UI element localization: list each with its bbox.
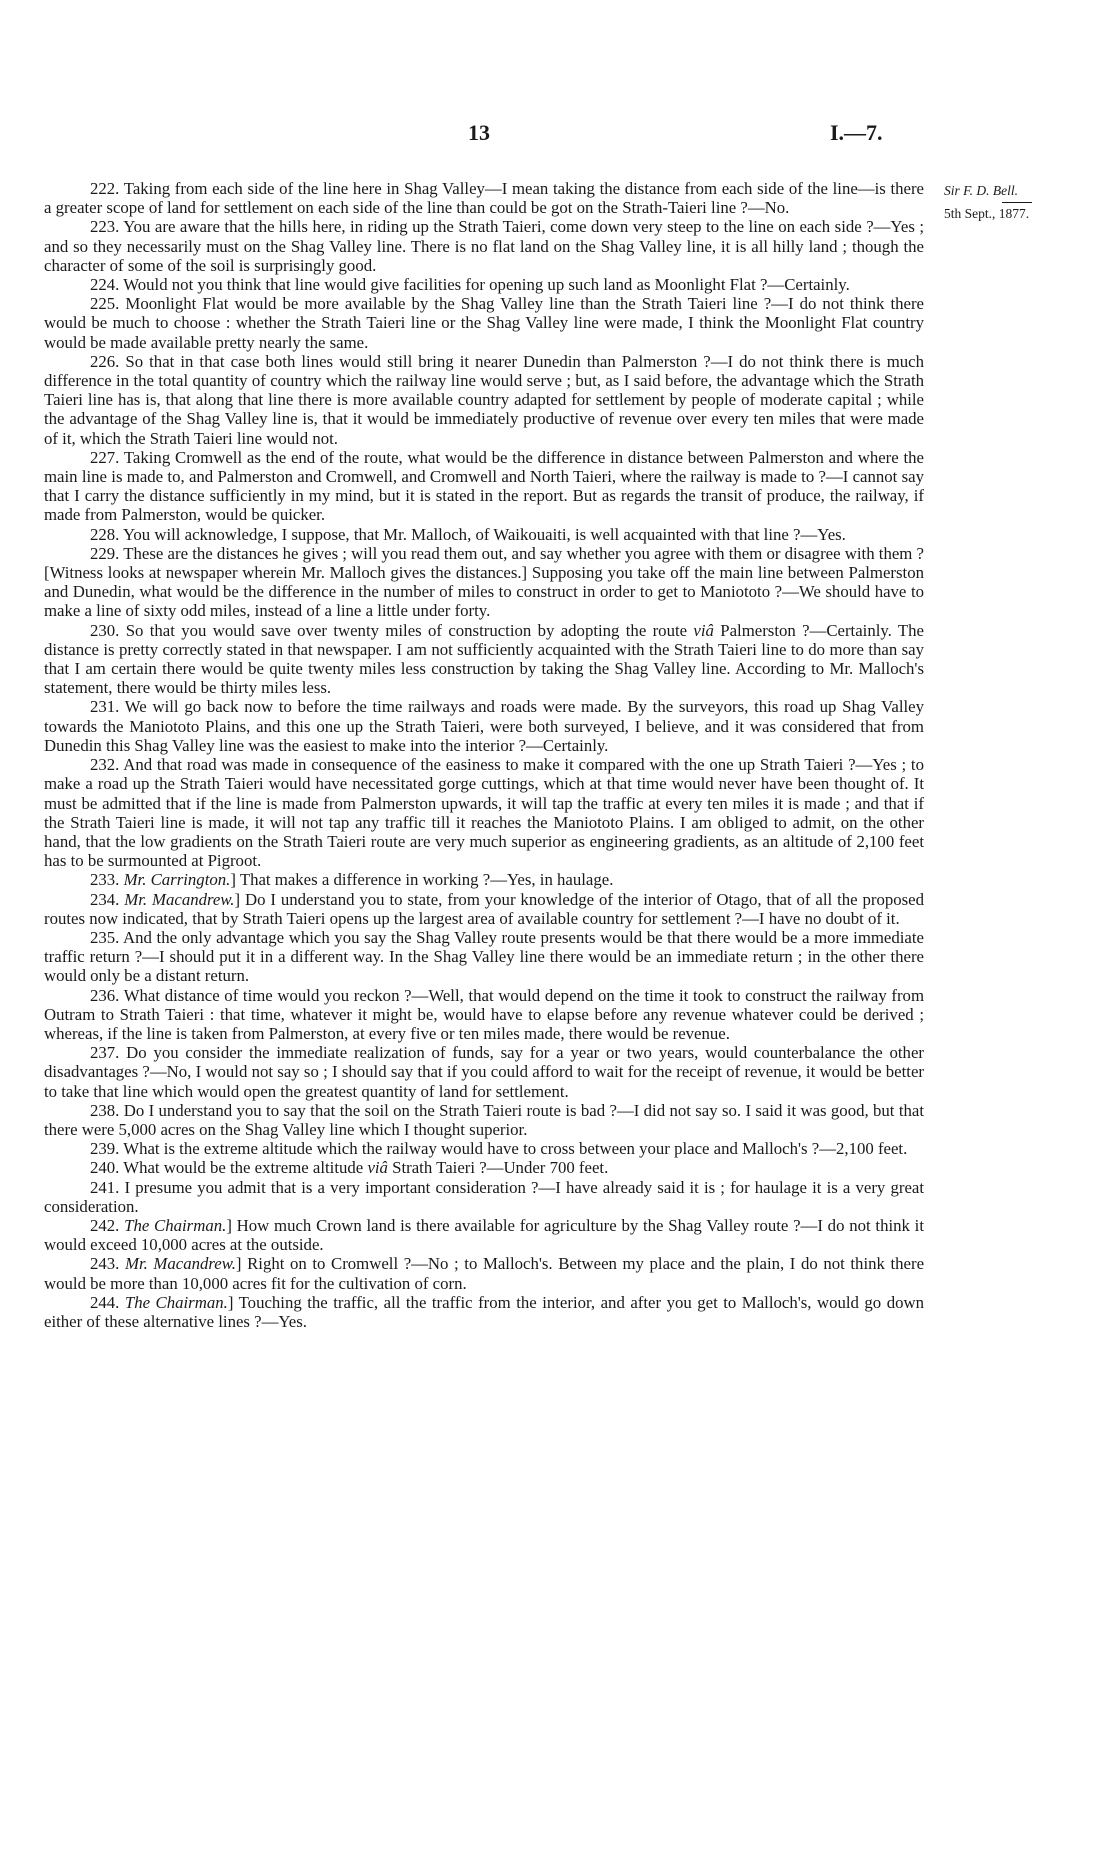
paragraph-text: 244. — [90, 1292, 125, 1312]
paragraph-text: 234. — [90, 889, 125, 909]
paragraph-text: 240. What would be the extreme altitude — [90, 1158, 368, 1178]
paragraph-text: 242. — [90, 1215, 125, 1235]
question-paragraph — [44, 1101, 924, 1139]
paragraph-text: 229. These are the distances he gives ; will you read them out, and say whether you agree with them or disagree with them ? [Witness looks at newspaper wherein Mr. Malloch gives the distances.] Supposing you take off the main line between Palmerston and Dunedin, what would be the difference in the number of miles to construct in order to get to Maniototo ?—We should have to make a line of sixty odd miles, instead of a line a little under forty. — [44, 543, 924, 621]
question-paragraph — [44, 179, 924, 217]
question-paragraph — [44, 525, 924, 544]
testimony-date: 5th Sept., 1877. — [944, 206, 1030, 221]
italic-text: The Chairman. — [124, 1292, 228, 1312]
paragraph-text: 243. — [90, 1254, 125, 1274]
question-paragraph — [44, 217, 924, 275]
italic-text: viâ — [693, 620, 714, 640]
testimony-body — [44, 179, 924, 1331]
paragraph-text: ] Do I understand you to state, from your knowledge of the interior of Otago, that of all the proposed routes now indicated, that by Strath Taieri opens up the largest area of available country for settlement ?—I have no doubt of it. — [44, 889, 924, 928]
paragraph-text: 241. I presume you admit that is a very important consideration ?—I have already said it is ; for haulage it is a very great consideration. — [44, 1177, 924, 1216]
italic-text: Mr. Macandrew. — [124, 889, 235, 909]
paragraph-text: 237. Do you consider the immediate realization of funds, say for a year or two years, would counterbalance the other disadvantages ?—No, I would not say so ; I should say that if you could afford to wait for the receipt of revenue, it would be better to take that line which would open the greatest quantity of land for settlement. — [44, 1043, 924, 1101]
question-paragraph — [44, 275, 924, 294]
question-paragraph — [44, 1293, 924, 1331]
paragraph-text: ] Right on to Cromwell ?—No ; to Malloch's. Between my place and the plain, I do not think there would be more than 10,000 acres fit for the cultivation of corn. — [44, 1254, 925, 1293]
witness-name: Sir F. D. Bell. — [944, 183, 1018, 198]
question-paragraph — [44, 755, 924, 870]
question-paragraph — [44, 621, 924, 698]
paragraph-text: 231. We will go back now to before the time railways and roads were made. By the surveyors, this road up Shag Valley towards the Maniototo Plains, and this one up the Strath Taieri, were both surveyed, I believe, and it was considered that from Dunedin this Shag Valley line was the easiest to make into the interior ?—Certainly. — [44, 697, 924, 755]
paragraph-text: 235. And the only advantage which you say the Shag Valley route presents would be that there would be a more immediate traffic return ?—I should put it in a different way. In the Shag Valley line there would be an immediate return ; in the other there would only be a distant return. — [44, 927, 924, 986]
italic-text: The Chairman. — [124, 1215, 227, 1235]
paragraph-text: 239. What is the extreme altitude which the railway would have to cross between your place and Malloch's ?—2,100 feet. — [90, 1139, 908, 1159]
question-paragraph — [44, 448, 924, 525]
paragraph-text: ] How much Crown land is there available for agriculture by the Shag Valley route ?—I do not think it would exceed 10,000 acres at the outside. — [44, 1215, 924, 1255]
paragraph-text: 223. You are aware that the hills here, in riding up the Strath Taieri, come down very steep to the line on each side ?—Yes ; and so they necessarily must on the Shag Valley line. There is no flat land on the Shag Valley line, it is all hilly land ; though the character of some of the soil is surprisingly good. — [44, 217, 924, 275]
paper-reference: I.—7. — [830, 120, 883, 145]
question-paragraph — [44, 544, 924, 621]
paragraph-text: 238. Do I understand you to say that the soil on the Strath Taieri route is bad ?—I did not say so. I said it was good, but that there were 5,000 acres on the Shag Valley line which I thought superior. — [44, 1100, 924, 1139]
paragraph-text: 227. Taking Cromwell as the end of the route, what would be the difference in distance between Palmerston and where the main line is made to, and Palmerston and Cromwell, and Cromwell and North Taieri, where the railway is made to ?—I cannot say that I carry the distance sufficiently in my mind, but it is stated in the report. But as regards the transit of produce, the railway, if made from Palmerston, would be quicker. — [44, 447, 924, 525]
paragraph-text: 230. So that you would save over twenty miles of construction by adopting the route — [90, 620, 694, 640]
paragraph-text: 224. Would not you think that line would give facilities for opening up such land as Moonlight Flat ?—Certainly. — [90, 275, 850, 295]
question-paragraph — [44, 928, 924, 986]
page-number: 13 — [468, 120, 490, 145]
question-paragraph — [44, 352, 924, 448]
question-paragraph — [44, 697, 924, 755]
question-paragraph — [44, 1043, 924, 1101]
paragraph-text: 233. — [90, 870, 124, 890]
paragraph-text: 225. Moonlight Flat would be more available by the Shag Valley line than the Strath Taieri line ?—I do not think there would be much to choose : whether the Strath Taieri line or the Shag Valley line were made, I think the Moonlight Flat country would be made available pretty nearly the same. — [44, 294, 924, 352]
question-paragraph — [44, 870, 924, 889]
question-paragraph — [44, 986, 924, 1044]
question-paragraph — [44, 1158, 924, 1177]
italic-text: Mr. Carrington. — [123, 870, 231, 890]
question-paragraph — [44, 890, 924, 928]
paragraph-text: 222. Taking from each side of the line here in Shag Valley—I mean taking the distance from each side of the line—is there a greater scope of land for settlement on each side of the line than could be got on the Strath-Taieri line ?—No. — [44, 179, 924, 218]
paragraph-text: ] Touching the traffic, all the traffic from the interior, and after you get to Malloch's, would go down either of these alternative lines ?—Yes. — [44, 1292, 924, 1331]
paragraph-text: Palmerston ?—Certainly. The distance is pretty correctly stated in that newspaper. I am not sufficiently acquainted with the Strath Taieri line to do more than say that I am certain there would be quite twenty miles less construction by taking the Shag Valley line. According to Mr. Malloch's statement, there would be thirty miles less. — [44, 620, 924, 698]
question-paragraph — [44, 1178, 924, 1216]
question-paragraph — [44, 1254, 924, 1292]
italic-text: Mr. Macandrew. — [124, 1254, 236, 1274]
paragraph-text: ] That makes a difference in working ?—Yes, in haulage. — [230, 870, 614, 890]
question-paragraph — [44, 1139, 924, 1158]
paragraph-text: 226. So that in that case both lines would still bring it nearer Dunedin than Palmerston ?—I do not think there is much difference in the total quantity of country which the railway line would serve ; but, as I said before, the advantage which the Strath Taieri line has is, that along that line there is more available country adapted for settlement by people of moderate capital ; while the advantage of the Shag Valley line is, that it would be immediately productive of revenue over every ten miles that were made of it, which the Strath Taieri line would not. — [44, 351, 924, 448]
italic-text: viâ — [367, 1158, 388, 1178]
margin-note — [944, 180, 1104, 225]
paragraph-text: 228. You will acknowledge, I suppose, that Mr. Malloch, of Waikouaiti, is well acquainted with that line ?—Yes. — [90, 524, 846, 544]
paragraph-text: Strath Taieri ?—Under 700 feet. — [387, 1158, 609, 1178]
paragraph-text: 236. What distance of time would you reckon ?—Well, that would depend on the time it took to construct the railway from Outram to Strath Taieri : that time, whatever it might be, would have to elapse before any revenue whatever could be derived ; whereas, if the line is taken from Palmerston, at every five or ten miles made, there would be revenue. — [44, 985, 924, 1043]
question-paragraph — [44, 1216, 924, 1254]
paragraph-text: 232. And that road was made in consequence of the easiness to make it compared with the one up Strath Taieri ?—Yes ; to make a road up the Strath Taieri would have necessitated gorge cuttings, which at that time would never have been thought of. It must be admitted that if the line is made from Palmerston upwards, it will tap the traffic at every ten miles it is made ; and that if the Strath Taieri line is made, it will not tap any traffic till it reaches the Maniototo Plains. I am obliged to admit, on the other hand, that the low gradients on the Strath Taieri route are very much superior as engineering gradients, as an altitude of 2,100 feet has to be surmounted at Pigroot. — [44, 755, 924, 871]
question-paragraph — [44, 294, 924, 352]
